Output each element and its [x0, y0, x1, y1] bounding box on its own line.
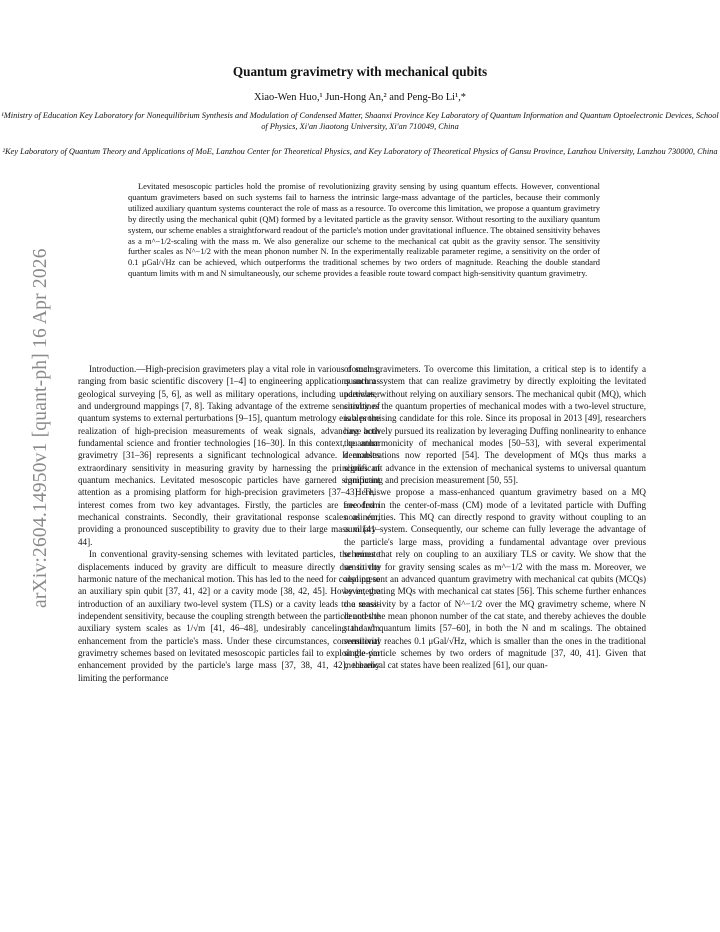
paragraph: Here, we propose a mass-enhanced quantum gravimetry based on a MQ encoded in the center-of-mass (CM) mode of a levitated particle with Duffing nonlinearities. This MQ can directly respond to gravity without coupling to an auxiliary system. Consequently, our scheme can fully leverage the advantage of the particle's large mass, providing a fundamental advantage over previous schemes that rely on coupling to an auxiliary TLS or cavity. We show that the sensitivity for gravity sensing scales as m^−1/2 with the mass m. Moreover, we also present an advanced quantum gravimetry with mechanical cat qubits (MCQs) by integrating MQs with mechanical cat states [56]. This scheme further enhances the sensitivity by a factor of N^−1/2 over the MQ gravimetry scheme, where N denotes the mean phonon number of the cat state, and thereby achieves the double standard quantum limits [57–60], in both the N and m scalings. The obtained sensitivity reaches 0.1 μGal/√Hz, which is smaller than the ones in the traditional single-particle schemes by two orders of magnitude [37, 40, 41]. Given that mechanical cat states have been realized [61], our quan- — [344, 487, 646, 671]
left-column — [78, 363, 380, 684]
paragraph: of such gravimeters. To overcome this limitation, a critical step is to identify a quantum system that can realize gravimetry by directly exploiting the levitated particles, without relying on auxiliary sensors. The mechanical qubit (MQ), which combines the quantum properties of mechanical modes with a two-level structure, is a promising candidate for this role. Since its proposal in 2013 [49], researchers have actively pursued its realization by leveraging Duffing nonlinearity to enhance the anharmonicity of mechanical modes [50–53], with several experimental demonstrations now reported [54]. The development of MQs thus marks a significant advance in the extension of mechanical systems to universal quantum computing and precision measurement [50, 55]. — [344, 364, 646, 486]
paragraph: In conventional gravity-sensing schemes with levitated particles, the minute displacements induced by gravity are difficult to measure directly due to the harmonic nature of the mechanical motion. This has led to the need for coupling to an auxiliary spin qubit [37, 41, 42] or a cavity mode [38, 42, 45]. However, the introduction of an auxiliary two-level system (TLS) or a cavity leads to a mass-independent sensitivity, because the coupling strength between the particle and the auxiliary system scales as 1/√m [41, 46–48], undesirably canceling the √m enhancement from the particle's mass. Under these circumstances, conventional gravimetry schemes based on levitated mesoscopic particles fail to exploit the √m enhancement provided by the particle's large mass [37, 38, 41, 42], thereby limiting the performance — [78, 549, 380, 683]
abstract: Levitated mesoscopic particles hold the promise of revolutionizing gravity sensing by using quantum effects. However, conventional quantum gravimeters based on such systems fail to harness the intrinsic large-mass advantage of the particles, because their commonly utilized auxiliary quantum systems counteract the role of mass as a resource. To overcome this limitation, we propose a quantum gravimetry by directly using the mechanical qubit (QM) formed by a levitated particle as the gravity sensor. Without resorting to the auxiliary quantum system, our scheme enables a straightforward readout of the particle's motion under gravitational influence. The obtained sensitivity behaves as a m^−1/2-scaling with the mass m. We also generalize our scheme to the mechanical cat qubit as the gravity sensor. The sensitivity further scales as N^−1/2 with the mean phonon number N. In the experimentally realizable parameter regime, a sensitivity on the order of 0.1 μGal/√Hz can be achieved, which outperforms the traditional schemes by two orders of magnitude. Reaching the double standard quantum limits with m and N simultaneously, our scheme provides a feasible route toward compact high-sensitivity quantum gravimetry. — [128, 182, 600, 279]
affiliation-2: ²Key Laboratory of Quantum Theory and Applications of MoE, Lanzhou Center for Theoretical Physics, and Key Laboratory of Theoretical Physics of Gansu Province, Lanzhou University, Lanzhou 730000, China — [2, 147, 718, 156]
paper-title: Quantum gravimetry with mechanical qubits — [232, 64, 488, 79]
affiliation-1: ¹Ministry of Education Key Laboratory for Nonequilibrium Synthesis and Modulation of Condensed Matter, Shaanxi Province Key Laboratory of Quantum Information and Quantum Optoelectronic Devices, School of Physics, Xi'an Jiaotong University, Xi'an 710049, China — [1, 111, 719, 132]
author-list: Xiao-Wen Huo,¹ Jun-Hong An,² and Peng-Bo Li¹,* — [254, 92, 466, 103]
right-column — [344, 363, 646, 672]
paragraph: Introduction.—High-precision gravimeters play a vital role in various domains, ranging from basic scientific discovery [1–4] to engineering applications such as geological surveying [5, 6], as well as military operations, including underwater and underground mappings [7, 8]. Taking advantage of the extreme sensitivity of quantum systems to external perturbations [9–15], quantum metrology enables the realization of high-precision measurements of weak signals, advancing both fundamental science and frontier technologies [16–30]. In this context, quantum gravimetry [31–36] represents a significant technological advance. It enables extraordinary sensitivity in measuring gravity by harnessing the principles of quantum mechanics. Levitated mesoscopic particles have garnered significant attention as a promising platform for high-precision gravimeters [37–43]. This interest comes from two key advantages. Firstly, the particles are free from mechanical constraints. Secondly, their gravitational response scales as √m, providing a pronounced susceptibility to gravity due to their large mass m [41–44]. — [78, 364, 380, 547]
arxiv-stamp: arXiv:2604.14950v1 [quant-ph] 16 Apr 2026 — [30, 248, 51, 608]
